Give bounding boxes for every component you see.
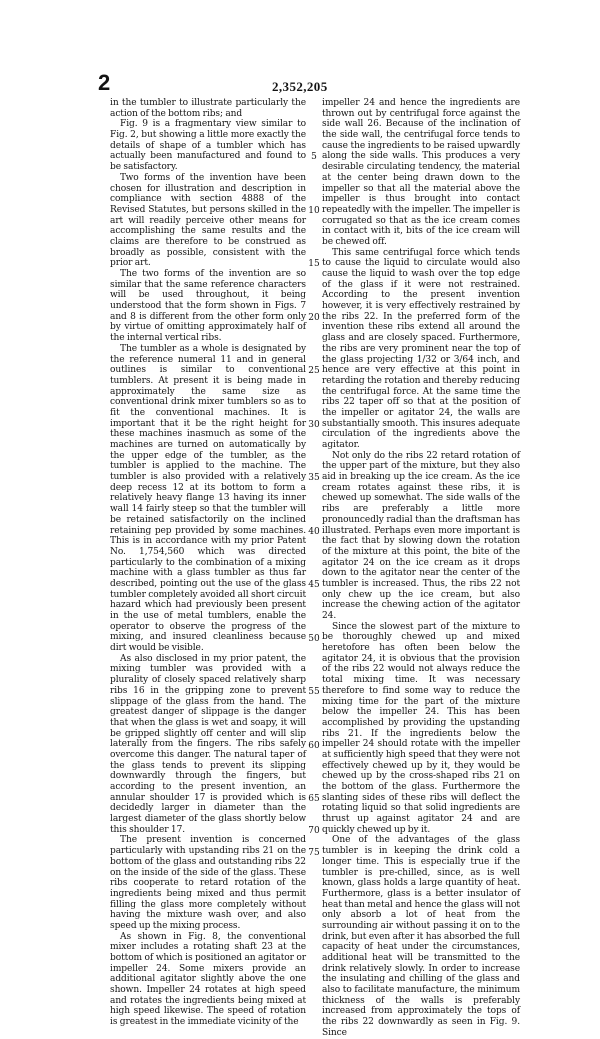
line-number: 65 [308, 794, 320, 804]
left-paragraph: The present invention is concerned particularly with upstanding ribs 21 on the bottom of the glass and outstanding ribs 22 on the inside of the side of the glass. These ribs cooperate to retard rotation of the ingredients being mixed and thus permit filling the glass more completely without having the mixture wash over, and also speed up the mixing process. [110, 835, 306, 931]
left-paragraph: As also disclosed in my prior patent, the mixing tumbler was provided with a plurality of closely spaced relatively sharp ribs 16 in the gripping zone to prevent slippage of the glass from the hand. The greatest danger of slippage is the danger that when the glass is wet and soapy, it will be gripped slightly off center and will slip laterally from the fingers. The ribs safely overcome this danger. The natural taper of the glass tends to prevent its slipping downwardly through the fingers, but according to the present invention, an annular shoulder 17 is provided which is decidedly larger in diameter than the largest diameter of the glass shortly below this shoulder 17. [110, 653, 306, 835]
line-number: 10 [308, 206, 320, 216]
left-paragraph: Fig. 9 is a fragmentary view similar to Fig. 2, but showing a little more exactly the details of shape of a tumbler which has actually been manufactured and found to be satisfactory. [110, 119, 306, 173]
right-paragraph: This same centrifugal force which tends to cause the liquid to circulate would also cause the liquid to wash over the top edge of the glass if it were not restrained. According to the present invention however, it is very effectively restrained by the ribs 22. In the preferred form of the invention these ribs extend all around the glass and are closely spaced. Furthermore, the ribs are very prominent near the top of the glass projecting 1/32 or 3/64 inch, and hence are very effective at this point in retarding the rotation and thereby reducing the centrifugal force. At the same time the ribs 22 taper off so that at the position of the impeller or agitator 24, the walls are substantially smooth. This insures adequate circulation of the ingredients above the agitator. [322, 247, 520, 450]
line-number: 15 [308, 259, 320, 269]
left-paragraph: The tumbler as a whole is designated by the reference numeral 11 and in general outlines is similar to conventional tumblers. At present it is being made in approximately the same size as conventional drink mixer tumblers so as to fit the conventional machines. It is important that it be the right height for these machines inasmuch as some of the machines are turned on automatically by the upper edge of the tumbler, as the tumbler is applied to the machine. The tumbler is also provided with a relatively deep recess 12 at its bottom to form a relatively heavy flange 13 having its inner wall 14 fairly steep so that the tumbler will be retained satisfactorily on the inclined retaining pep provided by some machines. This is in accordance with my prior Patent No. 1,754,560 which was directed particularly to the combination of a mixing machine with a glass tumbler as thus far described, pointing out the use of the glass tumbler completely avoided all short circuit hazard which had previously been present in the use of metal tumblers, enable the operator to observe the progress of the mixing, and insured cleanliness because dirt would be visible. [110, 343, 306, 654]
line-number: 55 [308, 687, 320, 697]
left-paragraph: in the tumbler to illustrate particularly the action of the bottom ribs; and [110, 98, 306, 119]
line-number: 30 [308, 420, 320, 430]
line-number: 75 [308, 848, 320, 858]
left-paragraph: The two forms of the invention are so similar that the same reference characters will be used throughout, it being understood that the form shown in Figs. 7 and 8 is different from the other form only by virtue of omitting approximately half of the internal vertical ribs. [110, 269, 306, 344]
line-number: 5 [311, 152, 317, 162]
right-column [322, 98, 520, 1039]
right-paragraph: Since the slowest part of the mixture to be thoroughly chewed up and mixed heretofore has often been below the agitator 24, it is obvious that the provision of the ribs 22 would not always reduce the total mixing time. It was necessary therefore to find some way to reduce the mixing time for the part of the mixture below the impeller 24. This has been accomplished by providing the upstanding ribs 21. If the ingredients below the impeller 24 should rotate with the impeller at sufficiently high speed that they were not effectively chewed up by it, they would be chewed up by the cross-shaped ribs 21 on the bottom of the glass. Furthermore the slanting sides of these ribs will deflect the rotating liquid so that solid ingredients are thrust up against agitator 24 and are quickly chewed up by it. [322, 621, 520, 835]
line-number: 50 [308, 634, 320, 644]
right-paragraph: One of the advantages of the glass tumbler is in keeping the drink cold a longer time. This is especially true if the tumbler is pre-chilled, since, as is well known, glass holds a large quantity of heat. Furthermore, glass is a better insulator of heat than metal and hence the glass will not only absorb a lot of heat from the surrounding air without passing it on to the drink, but even after it has absorbed the full capacity of heat under the circumstances, additional heat will be transmitted to the drink relatively slowly. In order to increase the insulating and chilling of the glass and also to facilitate manufacture, the minimum thickness of the walls is preferably increased from approximately the tops of the ribs 22 downwardly as seen in Fig. 9. Since [322, 835, 520, 1038]
left-column [110, 98, 306, 1028]
line-number: 45 [308, 580, 320, 590]
left-paragraph: Two forms of the invention have been chosen for illustration and description in compliance with section 4888 of the Revised Statutes, but persons skilled in the art will readily perceive other means for accomplishing the same results and the claims are therefore to be construed as broadly as possible, consistent with the prior art. [110, 172, 306, 269]
patent-number: 2,352,205 [272, 79, 328, 94]
line-number: 20 [308, 313, 320, 323]
page-number: 2 [98, 70, 111, 95]
line-number: 35 [308, 473, 320, 483]
line-number: 40 [308, 527, 320, 537]
right-paragraph: Not only do the ribs 22 retard rotation of the upper part of the mixture, but they also aid in breaking up the ice cream. As the ice cream rotates against these ribs, it is chewed up somewhat. The side walls of the ribs are preferably a little more pronouncedly radial than the draftsman has illustrated. Perhaps even more important is the fact that by slowing down the rotation of the mixture at this point, the bite of the agitator 24 on the ice cream as it drops down to the agitator near the center of the tumbler is increased. Thus, the ribs 22 not only chew up the ice cream, but also increase the chewing action of the agitator 24. [322, 450, 520, 621]
right-paragraph: impeller 24 and hence the ingredients are thrown out by centrifugal force against the side wall 26. Because of the inclination of the side wall, the centrifugal force tends to cause the ingredients to be raised upwardly along the side walls. This produces a very desirable circulating tendency, the material at the center being drawn down to the impeller so that all the material above the impeller is thus brought into contact repeatedly with the impeller. The impeller is corrugated so that as the ice cream comes in contact with it, bits of the ice cream will be chewed off. [322, 98, 520, 247]
line-number: 25 [308, 366, 320, 376]
left-paragraph: As shown in Fig. 8, the conventional mixer includes a rotating shaft 23 at the bottom of which is positioned an agitator or impeller 24. Some mixers provide an additional agitator slightly above the one shown. Impeller 24 rotates at high speed and rotates the ingredients being mixed at high speed likewise. The speed of rotation is greatest in the immediate vicinity of the [110, 931, 306, 1028]
line-number: 60 [308, 741, 320, 751]
line-number: 70 [308, 826, 320, 836]
